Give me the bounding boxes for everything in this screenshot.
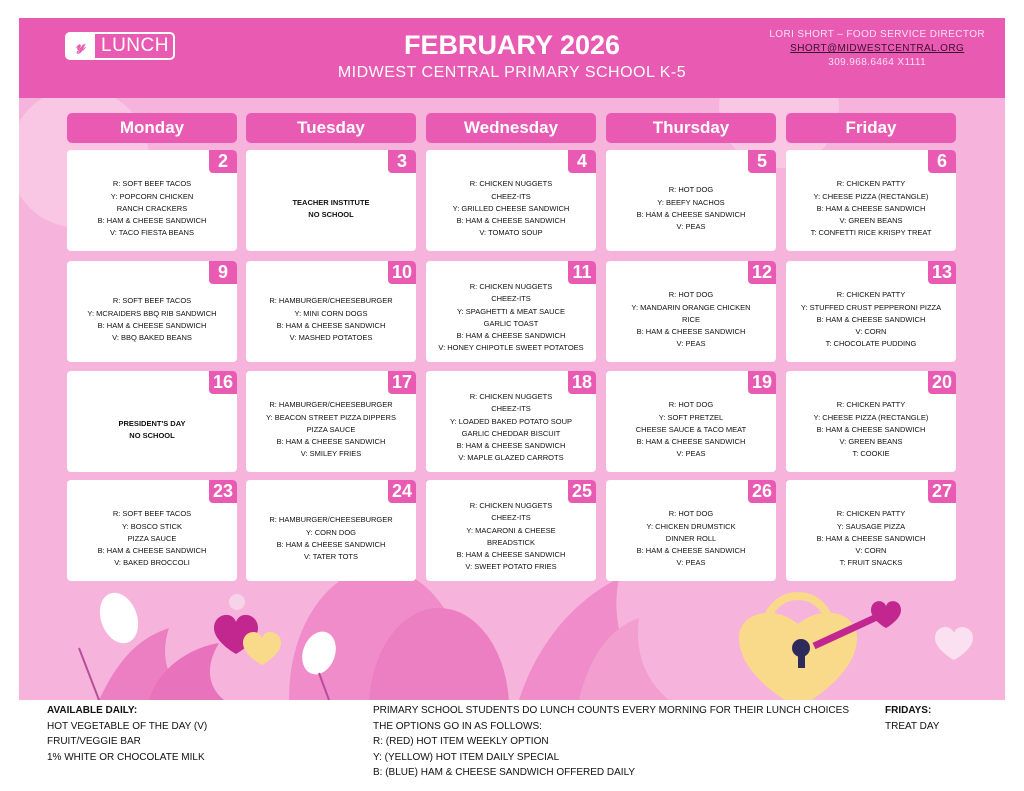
day-number: 26 (748, 480, 776, 503)
menu-line: BREADSTICK (487, 537, 535, 547)
menu-line: V: MASHED POTATOES (289, 333, 373, 343)
menu-line: Y: STUFFED CRUST PEPPERONI PIZZA (800, 302, 942, 312)
calendar-day (426, 480, 596, 581)
page-title: FEBRUARY 2026 (403, 30, 621, 60)
contact-phone: 309.968.6464 X1111 (828, 57, 927, 68)
menu-line: Y: POPCORN CHICKEN (110, 191, 194, 201)
header-banner (19, 18, 1005, 98)
calendar-day (246, 371, 416, 472)
menu-line: Y: BOSCO STICK (121, 521, 182, 531)
menu-line: Y: BEACON STREET PIZZA DIPPERS (266, 412, 396, 422)
calendar-day (67, 371, 237, 472)
menu-line: B: HAM & CHEESE SANDWICH (636, 210, 746, 219)
menu-items (430, 500, 592, 577)
available-item: HOT VEGETABLE OF THE DAY (V) (47, 720, 208, 732)
menu-line: R: HOT DOG (668, 400, 714, 410)
calendar-day (786, 371, 956, 472)
menu-line: R: CHICKEN NUGGETS (469, 501, 553, 510)
page-subtitle: MIDWEST CENTRAL PRIMARY SCHOOL K-5 (337, 64, 687, 81)
day-number: 13 (928, 261, 956, 284)
menu-line: B: HAM & CHEESE SANDWICH (456, 441, 566, 451)
menu-line: B: HAM & CHEESE SANDWICH (97, 546, 207, 556)
menu-items (790, 501, 952, 577)
menu-items (250, 282, 412, 358)
available-item: FRUIT/VEGGIE BAR (47, 736, 141, 747)
day-header-monday: Monday (67, 113, 237, 143)
footer-available (47, 703, 207, 765)
available-title: AVAILABLE DAILY: (47, 705, 138, 716)
calendar-day (426, 371, 596, 472)
menu-line: DINNER ROLL (665, 533, 717, 543)
menu-line: B: HAM & CHEESE SANDWICH (816, 203, 926, 213)
day-number: 25 (568, 480, 596, 503)
menu-line: V: PEAS (676, 222, 706, 232)
fridays-title: FRIDAYS: (885, 705, 932, 716)
available-item: 1% WHITE OR CHOCOLATE MILK (47, 751, 205, 763)
menu-line: R: CHICKEN PATTY (836, 179, 906, 189)
menu-line: R: SOFT BEEF TACOS (112, 509, 192, 519)
menu-line: V: CORN (855, 327, 887, 337)
calendar-day (426, 261, 596, 362)
calendar-day (786, 150, 956, 251)
menu-line: Y: MCRAIDERS BBQ RIB SANDWICH (87, 308, 217, 318)
menu-line: R: HOT DOG (668, 185, 714, 195)
day-number: 23 (209, 480, 237, 503)
menu-line: R: CHICKEN NUGGETS (469, 179, 553, 189)
menu-line: B: HAM & CHEESE SANDWICH (636, 546, 746, 556)
day-number: 10 (388, 261, 416, 284)
menu-line: B: HAM & CHEESE SANDWICH (636, 437, 746, 447)
menu-line: Y: SPAGHETTI & MEAT SAUCE (457, 306, 565, 316)
menu-line: R: HOT DOG (668, 509, 714, 519)
menu-line: B: HAM & CHEESE SANDWICH (636, 327, 746, 337)
menu-line: R: CHICKEN NUGGETS (469, 392, 553, 401)
menu-line: NO SCHOOL (129, 431, 175, 440)
menu-line: R: CHICKEN PATTY (836, 509, 906, 519)
day-header-tuesday: Tuesday (246, 113, 416, 143)
menu-line: B: HAM & CHEESE SANDWICH (276, 321, 386, 330)
menu-items (610, 392, 772, 468)
menu-items (71, 392, 233, 468)
calendar-day (67, 480, 237, 581)
menu-line: R: HAMBURGER/CHEESEBURGER (269, 515, 393, 525)
menu-items (71, 282, 233, 358)
menu-items (250, 171, 412, 247)
menu-line: R: CHICKEN PATTY (836, 400, 906, 410)
menu-line: Y: CORN DOG (305, 527, 356, 537)
calendar-day (246, 480, 416, 581)
menu-line: PIZZA SAUCE (127, 533, 177, 543)
menu-line: B: HAM & CHEESE SANDWICH (97, 216, 207, 226)
menu-line: CHEEZ-ITS (491, 513, 531, 523)
menu-items (610, 282, 772, 358)
calendar-day (67, 150, 237, 251)
menu-line: V: PEAS (676, 558, 706, 568)
menu-line: Y: MANDARIN ORANGE CHICKEN (631, 302, 751, 312)
menu-line: PIZZA SAUCE (306, 424, 356, 434)
menu-line: V: SWEET POTATO FRIES (465, 562, 557, 572)
menu-line: Y: CHEESE PIZZA (RECTANGLE) (813, 191, 929, 201)
menu-line: V: GREEN BEANS (839, 216, 903, 226)
menu-line: B: HAM & CHEESE SANDWICH (816, 424, 926, 434)
menu-line: V: BAKED BROCCOLI (114, 558, 190, 568)
day-number: 9 (209, 261, 237, 284)
menu-line: T: COOKIE (852, 449, 890, 459)
calendar-day (246, 261, 416, 362)
menu-line: T: CONFETTI RICE KRISPY TREAT (810, 228, 932, 238)
menu-line: RANCH CRACKERS (116, 203, 188, 213)
day-number: 20 (928, 371, 956, 394)
menu-line: R: HOT DOG (668, 290, 714, 300)
menu-line: V: TATER TOTS (303, 552, 359, 562)
note-line: R: (RED) HOT ITEM WEEKLY OPTION (373, 736, 549, 747)
day-number: 17 (388, 371, 416, 394)
menu-line: B: HAM & CHEESE SANDWICH (276, 437, 386, 447)
day-number: 19 (748, 371, 776, 394)
day-number: 16 (209, 371, 237, 394)
menu-items (430, 281, 592, 358)
menu-line: V: MAPLE GLAZED CARROTS (458, 453, 564, 463)
day-header-friday: Friday (786, 113, 956, 143)
calendar-day (786, 261, 956, 362)
menu-line: RICE (682, 314, 700, 324)
menu-items (430, 391, 592, 468)
menu-line: R: SOFT BEEF TACOS (112, 296, 192, 306)
menu-items (610, 171, 772, 247)
day-number: 4 (568, 150, 596, 173)
menu-items (790, 392, 952, 468)
menu-line: B: HAM & CHEESE SANDWICH (97, 321, 207, 330)
day-number: 18 (568, 371, 596, 394)
calendar-day (246, 150, 416, 251)
calendar-day (67, 261, 237, 362)
menu-line: Y: GRILLED CHEESE SANDWICH (452, 203, 570, 213)
day-number: 12 (748, 261, 776, 284)
menu-line: V: CORN (855, 546, 887, 556)
contact-email[interactable]: SHORT@MIDWESTCENTRAL.ORG (790, 43, 965, 54)
menu-line: B: HAM & CHEESE SANDWICH (816, 314, 926, 324)
menu-items (250, 501, 412, 577)
menu-line: V: PEAS (676, 449, 706, 459)
menu-items (71, 171, 233, 247)
day-number: 6 (928, 150, 956, 173)
menu-line: Y: SAUSAGE PIZZA (836, 521, 906, 531)
day-number: 2 (209, 150, 237, 173)
note-line: THE OPTIONS GO IN AS FOLLOWS: (373, 720, 542, 732)
menu-line: R: CHICKEN NUGGETS (469, 282, 553, 291)
calendar-day (426, 150, 596, 251)
contact-name: LORI SHORT – FOOD SERVICE DIRECTOR (769, 29, 985, 40)
menu-line: R: CHICKEN PATTY (836, 290, 906, 300)
menu-line: V: HONEY CHIPOTLE SWEET POTATOES (438, 343, 584, 353)
menu-items (610, 501, 772, 577)
footer-notes (373, 703, 849, 781)
day-header-wednesday: Wednesday (426, 113, 596, 143)
menu-line: GARLIC CHEDDAR BISCUIT (461, 428, 561, 438)
calendar-day (606, 150, 776, 251)
calendar-day (786, 480, 956, 581)
fridays-text: TREAT DAY (885, 720, 940, 732)
menu-line: V: PEAS (676, 339, 706, 349)
menu-items (790, 282, 952, 358)
day-header-thursday: Thursday (606, 113, 776, 143)
logo-text: LUNCH (101, 35, 169, 56)
menu-line: V: BBQ BAKED BEANS (112, 333, 192, 343)
calendar-day (606, 261, 776, 362)
menu-line: B: HAM & CHEESE SANDWICH (816, 533, 926, 543)
menu-line: CHEEZ-ITS (491, 404, 531, 414)
footer-fridays (885, 703, 939, 734)
menu-line: V: TACO FIESTA BEANS (110, 228, 194, 238)
day-number: 24 (388, 480, 416, 503)
menu-line: V: SMILEY FRIES (300, 449, 362, 459)
menu-line: B: HAM & CHEESE SANDWICH (456, 216, 566, 226)
menu-items (430, 171, 592, 247)
menu-line: Y: CHICKEN DRUMSTICK (646, 521, 736, 531)
menu-line: R: HAMBURGER/CHEESEBURGER (269, 400, 393, 410)
menu-line: CHEESE SAUCE & TACO MEAT (635, 424, 747, 434)
menu-line: Y: SOFT PRETZEL (658, 412, 724, 422)
fork-icon: 𝓎 (67, 34, 95, 58)
menu-line: R: SOFT BEEF TACOS (112, 179, 192, 189)
menu-line: CHEEZ-ITS (491, 294, 531, 304)
contact-block (769, 28, 985, 70)
menu-line: B: HAM & CHEESE SANDWICH (456, 331, 566, 341)
menu-line: GARLIC TOAST (483, 318, 539, 328)
menu-line: V: GREEN BEANS (839, 437, 903, 447)
day-number: 11 (568, 261, 596, 284)
menu-line: Y: CHEESE PIZZA (RECTANGLE) (813, 412, 929, 422)
menu-line: PRESIDENT'S DAY (118, 418, 186, 428)
menu-line: T: CHOCOLATE PUDDING (825, 339, 917, 349)
menu-items (250, 392, 412, 468)
note-line: PRIMARY SCHOOL STUDENTS DO LUNCH COUNTS EVERY MORNING FOR THEIR LUNCH CHOICES (373, 705, 849, 716)
menu-items (790, 171, 952, 247)
menu-line: Y: MACARONI & CHEESE (466, 525, 556, 535)
menu-line: B: HAM & CHEESE SANDWICH (456, 550, 566, 560)
calendar-day (606, 480, 776, 581)
menu-line: NO SCHOOL (308, 210, 354, 219)
menu-line: TEACHER INSTITUTE (292, 197, 370, 207)
menu-line: V: TOMATO SOUP (479, 228, 543, 238)
menu-line: R: HAMBURGER/CHEESEBURGER (269, 296, 393, 306)
menu-line: Y: MINI CORN DOGS (294, 308, 368, 318)
day-number: 3 (388, 150, 416, 173)
day-number: 5 (748, 150, 776, 173)
menu-line: T: FRUIT SNACKS (839, 558, 903, 568)
note-line: Y: (YELLOW) HOT ITEM DAILY SPECIAL (373, 751, 560, 763)
menu-line: Y: LOADED BAKED POTATO SOUP (449, 416, 573, 426)
calendar-day (606, 371, 776, 472)
menu-line: Y: BEEFY NACHOS (657, 197, 725, 207)
note-line: B: (BLUE) HAM & CHEESE SANDWICH OFFERED DAILY (373, 767, 636, 778)
menu-line: CHEEZ-ITS (491, 191, 531, 201)
menu-items (71, 501, 233, 577)
menu-line: B: HAM & CHEESE SANDWICH (276, 540, 386, 549)
day-number: 27 (928, 480, 956, 503)
